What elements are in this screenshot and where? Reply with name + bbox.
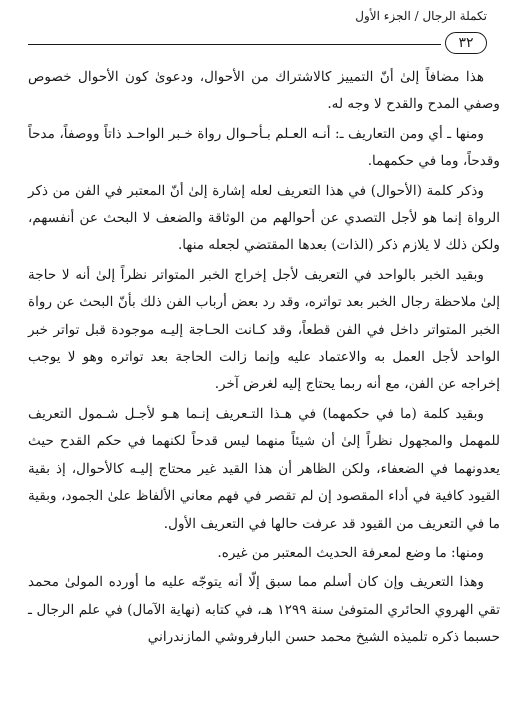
paragraph: وذكر كلمة (الأحوال) في هذا التعريف لعله إشارة إلىٰ أنّ المعتبر في الفن من ذكر الرواة إنما هو لأجل التصدي عن أحوالهم من الوثاقة والضعف لا البحث عن أنفسهم، ولكن ذلك لا يلازم ذكر (الذات) بعدها المقتضي لجعله منها.: [28, 182, 500, 254]
paragraph: هذا مضافاً إلىٰ أنّ التمييز كالاشتراك من الأحوال، ودعوىٰ كون الأحوال خصوص وصفي المدح والقدح لا وجه له.: [28, 69, 500, 113]
paragraph: وهذا التعريف وإن كان أسلم مما سبق إلّا أنه يتوجّه عليه ما أورده المولىٰ محمد تقي الهروي الحائري المتوفىٰ سنة ١٢٩٩ هـ، في كتابه (نهاية الآمال) في علم الرجال ـ حسبما ذكره تلميذه الشيخ محمد حسن البارفروشي المازندراني: [28, 574, 500, 646]
page-number-badge: ٣٢: [445, 32, 487, 54]
header-rule: [28, 44, 441, 45]
paragraph: ومنها ـ أي ومن التعاريف ـ: أنـه العـلم بـأحـوال رواة خـبر الواحـد ذاتاً ووصفاً، مدحاً وقدحاً، وما في حكمهما.: [28, 125, 500, 170]
running-header: تكملة الرجال / الجزء الأول: [355, 9, 487, 23]
paragraph: وبقيد الخبر بالواحد في التعريف لأجل إخراج الخبر المتواتر نظراً إلىٰ أنه لا حاجة إلىٰ ملاحظة رجال الخبر بعد تواتره، وقد رد بعض أرباب الفن ذلك بأنّ البحث عن رواة الخبر المتواتر داخل في الفن قطعاً، وقد كـانت الحـاجة إليـه موجودة قبل تواتر خبر الواحد لأجل العمل به والاعتماد عليه وإنما زالت الحاجة بعد تواتره وهو لا يوجب إخراجه عن الفن، مع أنه ربما يحتاج إليه لغرض آخر.: [28, 266, 500, 393]
paragraph: ومنها: ما وضع لمعرفة الحديث المعتبر من غيره.: [217, 544, 484, 561]
body-text: [28, 64, 500, 654]
paragraph: وبقيد كلمة (ما في حكمهما) في هـذا التـعريف إنـما هـو لأجـل شـمول التعريف للمهمل والمجهول نظراً إلىٰ أن شيئاً منهما ليس قدحاً لكنهما في حكم القدح حيث يعدونهما في الضعفاء، ولكن الظاهر أن هذا القيد غير محتاج إليـه كالأحوال، إذ بقية القيود كافية في أداء المقصود إن لم تقصر في فهم معاني الألفاظ علىٰ الجمود، وبقية ما في التعريف من القيود قد عرفت حالها في التعريف الأول.: [28, 405, 500, 532]
